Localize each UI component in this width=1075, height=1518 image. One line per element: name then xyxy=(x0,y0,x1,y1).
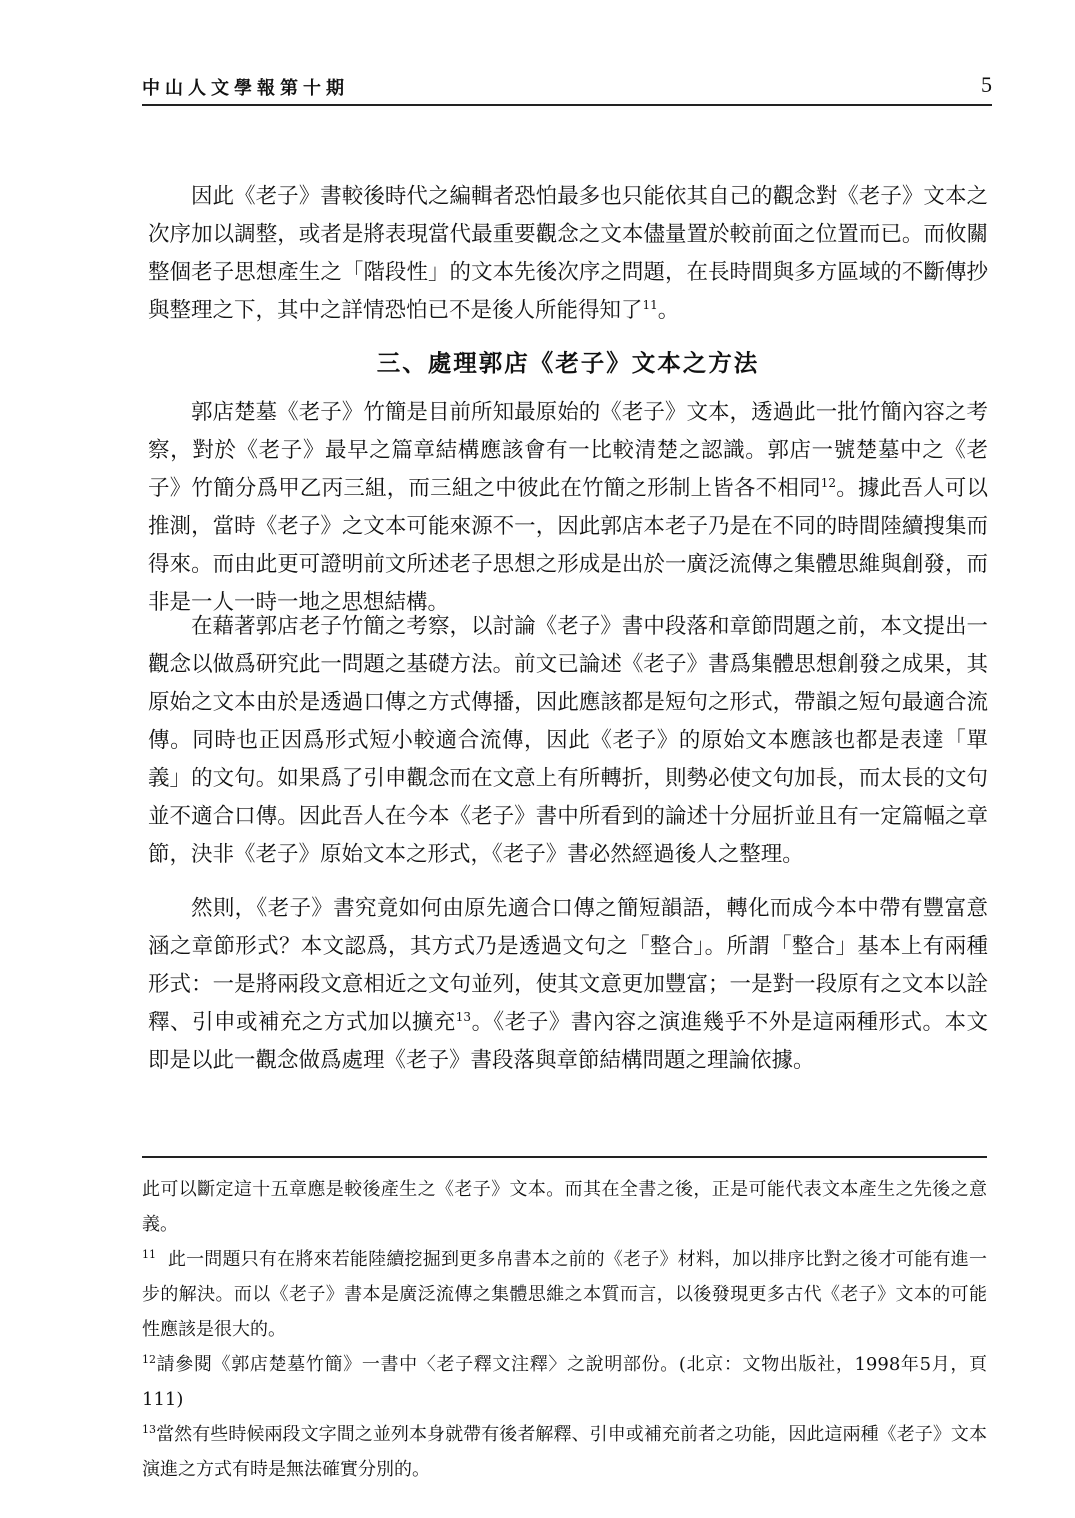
footnote-12-text: 請參閱《郭店楚墓竹簡》一書中〈老子釋文注釋〉之說明部份。(北京：文物出版社，1998年5月，頁111) xyxy=(142,1354,987,1410)
footnote-13 xyxy=(142,1417,987,1487)
footnotes xyxy=(142,1172,987,1487)
footnote-continued: 此可以斷定這十五章應是較後產生之《老子》文本。而其在全書之後，正是可能代表文本產生之先後之意義。 xyxy=(142,1179,987,1235)
footnote-ref-11[interactable]: 11 xyxy=(642,297,658,312)
section-heading: 三、處理郭店《老子》文本之方法 xyxy=(376,349,760,377)
paragraph-4 xyxy=(148,890,988,1080)
footnote-ref-12[interactable]: 12 xyxy=(820,475,837,490)
footnote-12 xyxy=(142,1347,987,1417)
paragraph-2 xyxy=(148,394,988,622)
footnote-divider xyxy=(142,1156,987,1158)
paragraph-2-text-b: 。據此吾人可以推測，當時《老子》之文本可能來源不一，因此郭店本老子乃是在不同的時間陸續搜集而得來。而由此更可證明前文所述老子思想之形成是出於一廣泛流傳之集體思維與創發，而非是一人一時一地之思想結構。 xyxy=(148,476,988,615)
footnote-11-number: 11 xyxy=(142,1248,156,1261)
footnote-13-text: 當然有些時候兩段文字間之並列本身就帶有後者解釋、引申或補充前者之功能，因此這兩種《老子》文本演進之方式有時是無法確實分別的。 xyxy=(142,1424,987,1480)
footnote-11-text: 此一問題只有在將來若能陸續挖掘到更多帛書本之前的《老子》材料，加以排序比對之後才可能有進一步的解決。而以《老子》書本是廣泛流傳之集體思維之本質而言，以後發現更多古代《老子》文本的可能性應該是很大的。 xyxy=(142,1249,987,1340)
paragraph-4-text-b: 。《老子》書內容之演進幾乎不外是這兩種形式。本文即是以此一觀念做爲處理《老子》書段落與章節結構問題之理論依據。 xyxy=(148,1010,988,1073)
running-header xyxy=(142,72,992,102)
footnote-12-number: 12 xyxy=(142,1353,156,1366)
paragraph-1-text: 因此《老子》書較後時代之編輯者恐怕最多也只能依其自己的觀念對《老子》文本之次序加以調整，或者是將表現當代最重要觀念之文本儘量置於較前面之位置而已。而攸關整個老子思想產生之「階段性」的文本先後次序之問題，在長時間與多方區域的不斷傳抄與整理之下，其中之詳情恐怕已不是後人所能得知了 xyxy=(148,184,988,323)
paragraph-1-end: 。 xyxy=(657,298,680,323)
header-divider xyxy=(142,104,992,106)
footnote-ref-13[interactable]: 13 xyxy=(455,1009,472,1024)
footnote-13-number: 13 xyxy=(142,1423,156,1436)
paragraph-2-text-a: 郭店楚墓《老子》竹簡是目前所知最原始的《老子》文本，透過此一批竹簡內容之考察，對於《老子》最早之篇章結構應該會有一比較清楚之認識。郭店一號楚墓中之《老子》竹簡分爲甲乙丙三組，而三組之中彼此在竹簡之形制上皆各不相同 xyxy=(148,400,988,501)
paragraph-3: 在藉著郭店老子竹簡之考察，以討論《老子》書中段落和章節問題之前，本文提出一觀念以做爲研究此一問題之基礎方法。前文已論述《老子》書爲集體思想創發之成果，其原始之文本由於是透過口傳之方式傳播，因此應該都是短句之形式，帶韻之短句最適合流傳。同時也正因爲形式短小較適合流傳，因此《老子》的原始文本應該也都是表達「單義」的文句。如果爲了引申觀念而在文意上有所轉折，則勢必使文句加長，而太長的文句並不適合口傳。因此吾人在今本《老子》書中所看到的論述十分屈折並且有一定篇幅之章節，決非《老子》原始文本之形式，《老子》書必然經過後人之整理。 xyxy=(148,614,988,867)
journal-title: 中山人文學報第十期 xyxy=(142,78,349,99)
page-number: 5 xyxy=(981,72,992,97)
paragraph-1 xyxy=(148,178,988,330)
footnote-11 xyxy=(142,1242,987,1347)
paragraph-4-text-a: 然則，《老子》書究竟如何由原先適合口傳之簡短韻語，轉化而成今本中帶有豐富意涵之章節形式？本文認爲，其方式乃是透過文句之「整合」。所謂「整合」基本上有兩種形式：一是將兩段文意相近之文句並列，使其文意更加豐富；一是對一段原有之文本以詮釋、引申或補充之方式加以擴充 xyxy=(148,896,988,1035)
